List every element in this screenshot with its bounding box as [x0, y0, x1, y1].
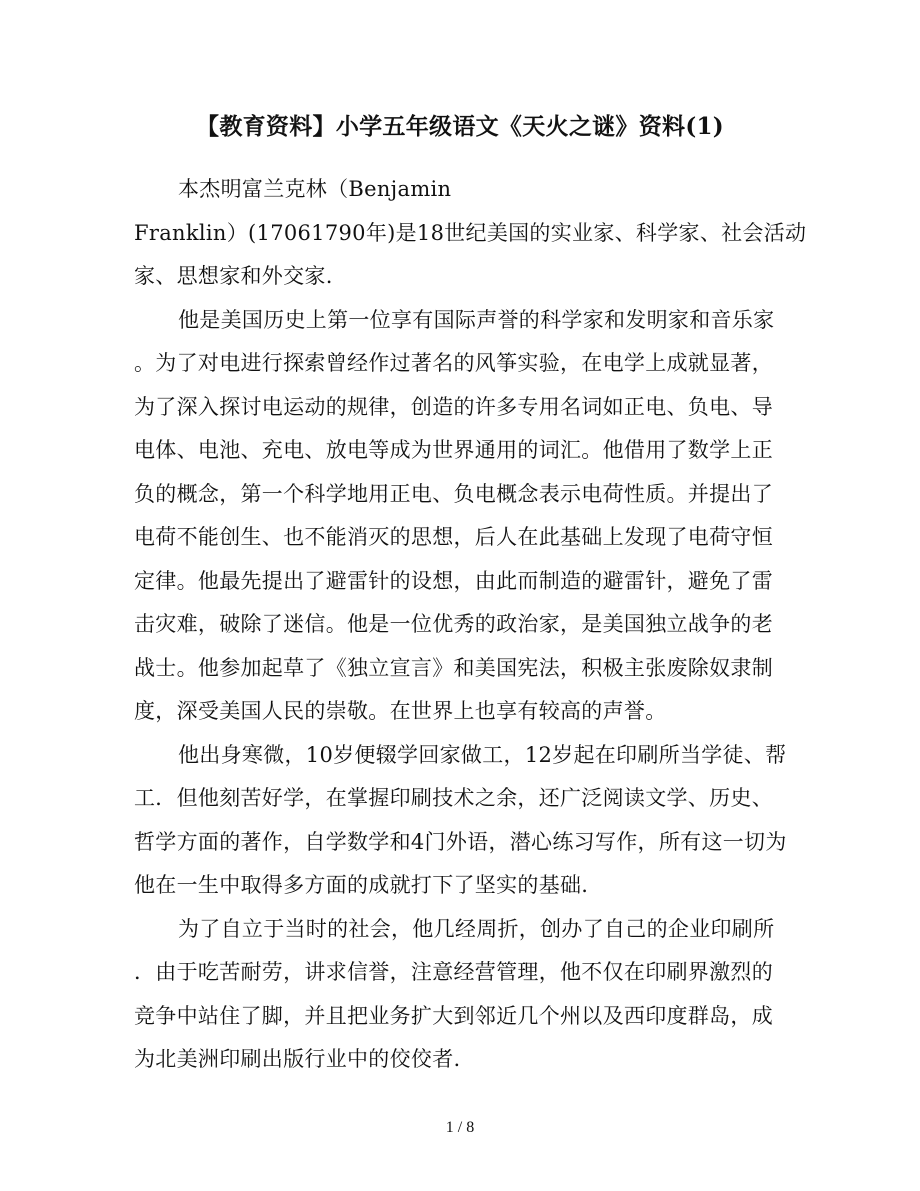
- paragraph-2-line-10: 度，深受美国人民的崇敬。在世界上也享有较高的声誉。: [134, 699, 667, 723]
- paragraph-4-line-1: 为了自立于当时的社会，他几经周折，创办了自己的企业印刷所: [178, 916, 775, 941]
- paragraph-2-line-7: 定律。他最先提出了避雷针的设想，由此而制造的避雷针，避免了雷: [134, 568, 773, 593]
- paragraph-3-line-4: 他在一生中取得多方面的成就打下了坚实的基础.: [134, 873, 589, 897]
- paragraph-2-line-3: 为了深入探讨电运动的规律，创造的许多专用名词如正电、负电、导: [134, 394, 773, 419]
- paragraph-3-line-3: 哲学方面的著作，自学数学和4门外语，潜心练习写作，所有这一切为: [134, 829, 787, 854]
- paragraph-1-line-2: Franklin）(17061790年)是18世纪美国的实业家、科学家、社会活动: [134, 220, 807, 245]
- page-number: 1 / 8: [445, 1119, 475, 1136]
- paragraph-4-line-2: ．由于吃苦耐劳，讲求信誉，注意经营管理，他不仅在印刷界激烈的: [134, 960, 773, 984]
- paragraph-2-line-9: 战士。他参加起草了《独立宣言》和美国宪法，积极主张废除奴隶制: [134, 655, 773, 680]
- paragraph-2-line-1: 他是美国历史上第一位享有国际声誉的科学家和发明家和音乐家: [178, 307, 775, 332]
- paragraph-3-line-2: 工．但他刻苦好学，在掌握印刷技术之余，还广泛阅读文学、历史、: [134, 786, 773, 810]
- paragraph-4-line-4: 为北美洲印刷出版行业中的佼佼者.: [134, 1047, 461, 1071]
- document-body: [134, 168, 807, 1082]
- paragraph-1-line-3: 家、思想家和外交家.: [134, 264, 333, 288]
- paragraph-2-line-2: 。为了对电进行探索曾经作过著名的风筝实验，在电学上成就显著，: [134, 351, 773, 375]
- paragraph-1-line-1: 本杰明富兰克林（Benjamin: [178, 177, 452, 201]
- paragraph-2-line-5: 负的概念，第一个科学地用正电、负电概念表示电荷性质。并提出了: [134, 481, 773, 506]
- paragraph-2-line-6: 电荷不能创生、也不能消灭的思想，后人在此基础上发现了电荷守恒: [134, 525, 773, 549]
- document-title: 【教育资料】小学五年级语文《天火之谜》资料(1): [196, 113, 724, 140]
- paragraph-2-line-8: 击灾难，破除了迷信。他是一位优秀的政治家，是美国独立战争的老: [134, 612, 773, 636]
- paragraph-4-line-3: 竞争中站住了脚，并且把业务扩大到邻近几个州以及西印度群岛，成: [134, 1003, 773, 1028]
- paragraph-2-line-4: 电体、电池、充电、放电等成为世界通用的词汇。他借用了数学上正: [134, 438, 773, 462]
- paragraph-3-line-1: 他出身寒微，10岁便辍学回家做工，12岁起在印刷所当学徒、帮: [178, 742, 787, 767]
